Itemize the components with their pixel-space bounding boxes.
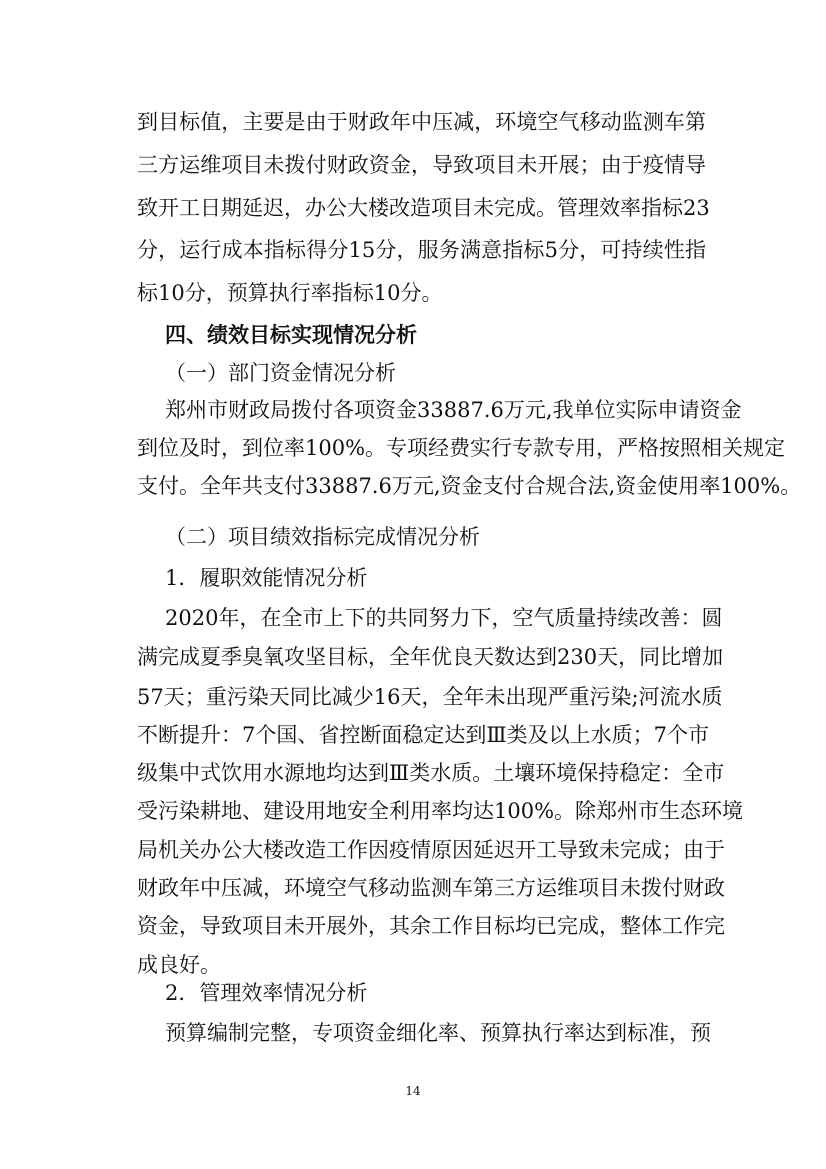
paragraph-line: 郑州市财政局拨付各项资金33887.6万元,我单位实际申请资金 xyxy=(165,398,742,422)
paragraph-line: 到目标值，主要是由于财政年中压减，环境空气移动监测车第 xyxy=(137,110,706,134)
item-heading: 2．管理效率情况分析 xyxy=(165,981,368,1005)
paragraph-line: 致开工日期延迟，办公大楼改造项目未完成。管理效率指标23 xyxy=(137,196,710,220)
section-heading: 四、绩效目标实现情况分析 xyxy=(165,323,417,347)
paragraph-line: 到位及时，到位率100%。专项经费实行专款专用，严格按照相关规定 xyxy=(137,436,786,460)
paragraph-line: 支付。全年共支付33887.6万元,资金支付合规合法,资金使用率100%。 xyxy=(137,474,802,498)
paragraph-line: 满完成夏季臭氧攻坚目标，全年优良天数达到230天，同比增加 xyxy=(137,645,724,669)
paragraph-line: 成良好。 xyxy=(137,953,221,977)
paragraph-line: 预算编制完整，专项资金细化率、预算执行率达到标准，预 xyxy=(165,1021,711,1045)
paragraph-line: 级集中式饮用水源地均达到Ⅲ类水质。土壤环境保持稳定：全市 xyxy=(137,761,725,785)
subsection-heading: （一）部门资金情况分析 xyxy=(165,361,396,385)
paragraph-line: 不断提升：7个国、省控断面稳定达到Ⅲ类及以上水质；7个市 xyxy=(137,723,709,747)
paragraph-line: 57天；重污染天同比减少16天，全年未出现严重污染;河流水质 xyxy=(137,685,723,709)
item-heading: 1．履职效能情况分析 xyxy=(165,566,368,590)
paragraph-line: 2020年，在全市上下的共同努力下，空气质量持续改善：圆 xyxy=(165,606,723,630)
paragraph-line: 局机关办公大楼改造工作因疫情原因延迟开工导致未完成；由于 xyxy=(137,838,725,862)
paragraph-line: 标10分，预算执行率指标10分。 xyxy=(137,281,443,305)
subsection-heading: （二）项目绩效指标完成情况分析 xyxy=(165,525,480,549)
paragraph-line: 分，运行成本指标得分15分，服务满意指标5分，可持续性指 xyxy=(137,238,706,262)
page-number: 14 xyxy=(405,1084,421,1098)
paragraph-line: 财政年中压减，环境空气移动监测车第三方运维项目未拨付财政 xyxy=(137,876,725,900)
paragraph-line: 三方运维项目未拨付财政资金，导致项目未开展；由于疫情导 xyxy=(137,153,706,177)
paragraph-line: 资金，导致项目未开展外，其余工作目标均已完成，整体工作完 xyxy=(137,914,725,938)
paragraph-line: 受污染耕地、建设用地安全利用率均达100%。除郑州市生态环境 xyxy=(137,799,744,823)
